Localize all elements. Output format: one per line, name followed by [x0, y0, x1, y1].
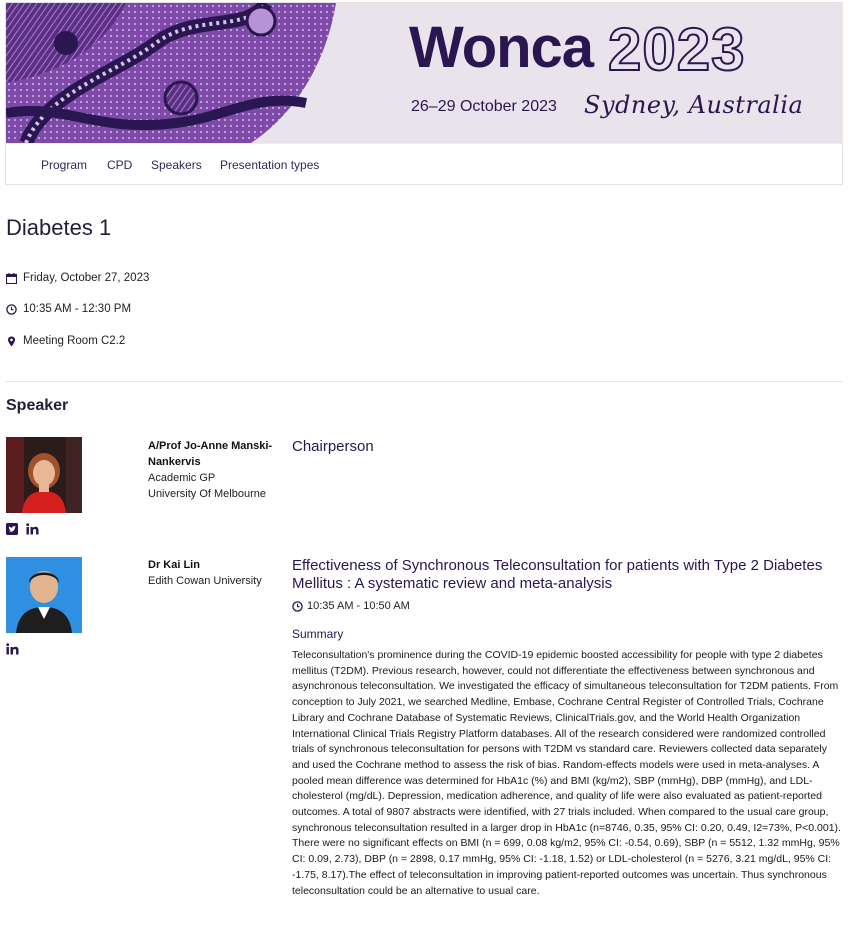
site-header	[5, 2, 843, 185]
session-time	[6, 303, 131, 315]
speaker-role: Chairperson	[292, 438, 374, 455]
speaker-social-links	[6, 523, 40, 535]
nav-item-speakers[interactable]: Speakers	[151, 158, 202, 172]
summary-body: Teleconsultation's prominence during the COVID-19 epidemic boosted accessibility for people with type 2 diabetes mellitus (T2DM). Previous research, however, could not differentiate the effectiveness between synchronous and asynchronous teleconsultation. We investigated the efficacy of simultaneous teleconsultation for T2DM patients. From conception to July 2021, we searched Medline, Embase, Cochrane Central Register of Controlled Trials, Cochrane Library and Cochrane Database of Systematic Reviews, ClinicalTrials.gov, and the World Health Organization International Clinical Trials Registry Platform databases. All of the research considered were randomized controlled trials of synchronous teleconsultation for persons with T2DM vs standard care. Reviewers collected data separately and used the Cochrane method to assess the risk of bias. Random-effects models were used in meta-analyses. A pooled mean difference was determined for HbA1c (%) and BMI (kg/m2), SBP (mmHg), DBP (mmHg), and LDL-cholesterol (mg/dL). Depression, medication adherence, and quality of life were also evaluated as patient-reported outcomes. A total of 9807 abstracts were identified, with 27 trials included. When compared to the usual care group, synchronous teleconsultation resulted in a larger drop in HbA1c (n=8746, 0.35, 95% CI: 0.20, 0.49, I2=73%, P<0.001). There were no significant effects on BMI (n = 699, 0.08 kg/m2, 95% CI: -0.54, 0.69), SBP (n = 5512, 1.32 mmHg, 95% CI: 0.09, 2.73), DBP (n = 2898, 0.17 mmHg, 95% CI: -1.18, 1.52) or LDL-cholesterol (n = 5276, 3.21 mg/dL, 95% CI: -1.75, 8.17).The effect of teleconsultation in improving patient-reported outcomes was uncertain. Thus synchronous teleconsultation could be an alternative to usual care.	[292, 649, 841, 897]
presentation-time	[292, 600, 410, 612]
speaker-social-links	[6, 643, 20, 655]
map-marker-icon	[6, 336, 17, 347]
session-date	[6, 272, 149, 284]
speaker-portrait	[6, 437, 82, 513]
session-room-text: Meeting Room C2.2	[23, 335, 126, 347]
speaker-name-line2: Nankervis	[148, 456, 201, 468]
brand-logo-year: 2023	[608, 16, 746, 83]
page-title: Diabetes 1	[6, 215, 112, 240]
section-divider	[5, 381, 843, 382]
nav-item-program[interactable]: Program	[41, 158, 88, 172]
conference-location: Sydney, Australia	[584, 91, 804, 119]
speaker-organization: Edith Cowan University	[148, 575, 262, 587]
brand-logo-text: Wonca	[409, 15, 594, 80]
speaker-portrait	[6, 557, 82, 633]
presentation-time-text: 10:35 AM - 10:50 AM	[307, 600, 410, 612]
speaker-name: Dr Kai Lin	[148, 559, 200, 571]
linkedin-icon[interactable]	[6, 643, 20, 655]
session-date-text: Friday, October 27, 2023	[23, 272, 150, 284]
twitter-icon[interactable]	[6, 523, 18, 535]
main-navigation	[6, 143, 842, 185]
summary-heading: Summary	[292, 627, 344, 641]
speaker-name-line1: A/Prof Jo-Anne Manski-	[148, 440, 273, 452]
speaker-photo-manski-nankervis[interactable]	[6, 437, 82, 513]
speaker-section-heading: Speaker	[6, 397, 69, 414]
calendar-icon	[6, 273, 17, 284]
linkedin-icon[interactable]	[26, 523, 40, 535]
session-room	[6, 335, 125, 347]
session-time-text: 10:35 AM - 12:30 PM	[23, 303, 132, 315]
conference-dates: 26–29 October 2023	[411, 98, 557, 115]
speaker-photo-kai-lin[interactable]	[6, 557, 82, 633]
presentation-title[interactable]: Effectiveness of Synchronous Teleconsultation for patients with Type 2 Diabetes Mellitus : A systematic review and meta-analysis	[292, 557, 823, 592]
nav-item-presentation-types[interactable]: Presentation types	[220, 158, 320, 172]
clock-icon	[6, 304, 17, 315]
nav-item-cpd[interactable]: CPD	[107, 158, 133, 172]
aboriginal-art-decoration	[6, 3, 336, 143]
conference-banner	[6, 3, 842, 143]
clock-icon	[292, 601, 303, 612]
speaker-organization: University Of Melbourne	[148, 488, 266, 500]
speaker-title: Academic GP	[148, 472, 216, 484]
